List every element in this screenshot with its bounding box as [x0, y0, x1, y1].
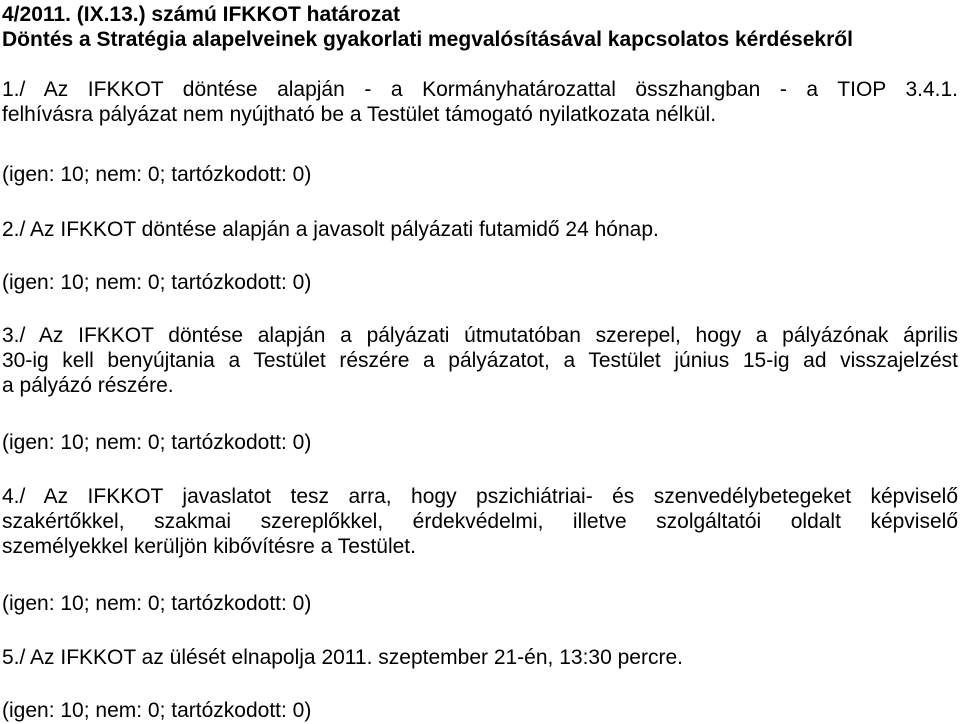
item-2-line-1: 2./ Az IFKKOT döntése alapján a javasolt pályázati futamidő 24 hónap. — [2, 218, 659, 241]
item-2-vote: (igen: 10; nem: 0; tartózkodott: 0) — [2, 271, 312, 294]
item-1-line-1: 1./ Az IFKKOT döntése alapján - a Kormányhatározattal összhangban - a TIOP 3.4.1. — [2, 78, 958, 101]
resolution-item-5 — [2, 645, 958, 670]
resolution-item-3 — [2, 323, 958, 398]
resolution-item-1 — [2, 77, 958, 127]
resolution-number: 4/2011. (IX.13.) számú IFKKOT határozat — [2, 3, 400, 26]
item-4-vote: (igen: 10; nem: 0; tartózkodott: 0) — [2, 592, 312, 615]
item-3-line-1: 3./ Az IFKKOT döntése alapján a pályázati útmutatóban szerepel, hogy a pályázónak április — [2, 324, 958, 347]
resolution-title: Döntés a Stratégia alapelveinek gyakorlati megvalósításával kapcsolatos kérdésekről — [2, 28, 853, 51]
item-1-vote: (igen: 10; nem: 0; tartózkodott: 0) — [2, 163, 312, 186]
item-3-line-3: a pályázó részére. — [2, 374, 174, 397]
resolution-item-4 — [2, 484, 958, 559]
item-4-line-2: szakértőkkel, szakmai szereplőkkel, érdekvédelmi, illetve szolgáltatói oldalt képviselő — [2, 510, 958, 533]
item-5-vote: (igen: 10; nem: 0; tartózkodott: 0) — [2, 699, 312, 722]
item-4-line-3: személyekkel kerüljön kibővítésre a Testület. — [2, 535, 416, 558]
resolution-item-2 — [2, 217, 958, 242]
item-3-vote: (igen: 10; nem: 0; tartózkodott: 0) — [2, 431, 312, 454]
item-3-line-2: 30-ig kell benyújtania a Testület részére a pályázatot, a Testület június 15-ig ad visszajelzést — [2, 349, 958, 372]
item-5-line-1: 5./ Az IFKKOT az ülését elnapolja 2011. szeptember 21-én, 13:30 percre. — [2, 646, 683, 669]
item-4-line-1: 4./ Az IFKKOT javaslatot tesz arra, hogy pszichiátriai- és szenvedélybetegeket képviselő — [2, 485, 958, 508]
item-1-line-2: felhívásra pályázat nem nyújtható be a Testület támogató nyilatkozata nélkül. — [2, 103, 717, 126]
